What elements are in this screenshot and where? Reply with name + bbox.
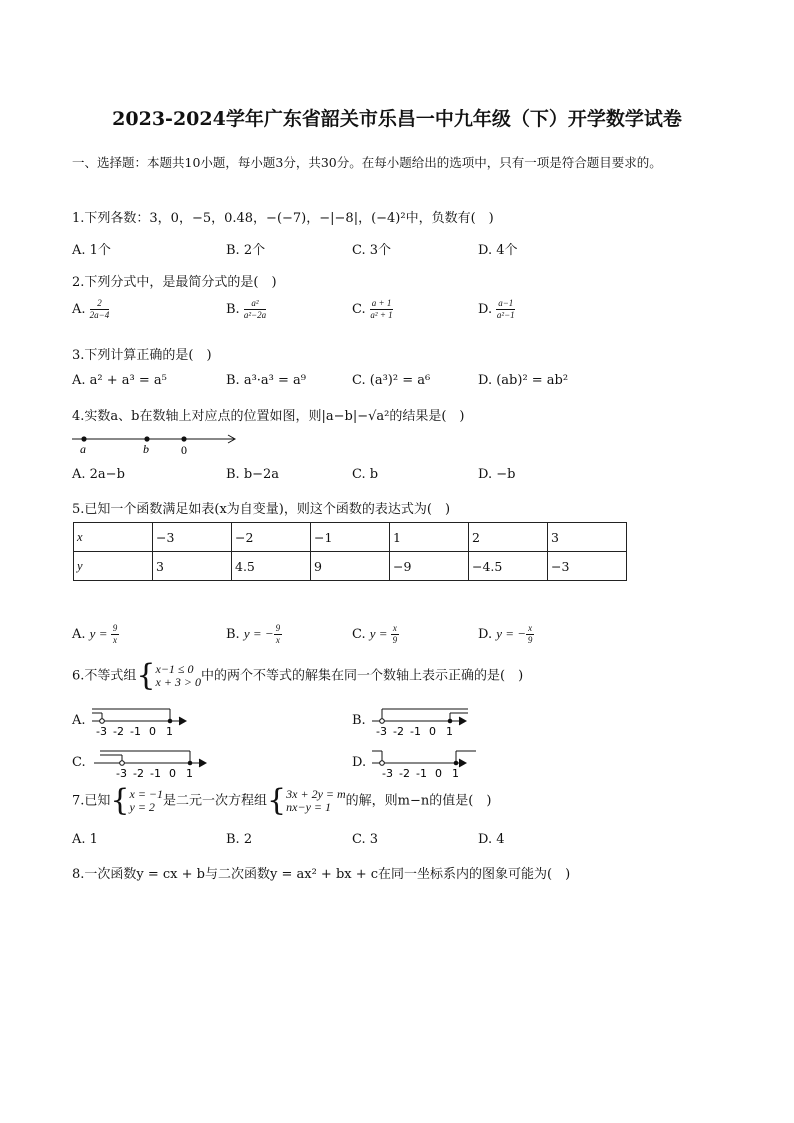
q5-option-b: B. y = − $\frac{9}{x}$ [226, 623, 281, 645]
svg-text:1: 1 [166, 725, 173, 738]
q4-number-line [72, 430, 242, 460]
q2-option-a: A. $\frac{2}{2a-4}$ [72, 298, 110, 320]
q5-option-d: D. y = − $\frac{x}{9}$ [478, 623, 533, 645]
section-heading: 一、选择题：本题共10小题，每小题3分，共30分。在每小题给出的选项中，只有一项是符合题目要求的。 [72, 155, 662, 170]
table-cell: y [74, 552, 153, 581]
q1-option-a: A. 1个 [72, 243, 111, 258]
question-1-stem: 1.下列各数：3，0，−5，0.48，−(−7)，−|−8|，(−4)²中，负数有( ) [72, 211, 494, 226]
q4-label-0: 0 [181, 443, 187, 457]
q6-option-c-label: C. [72, 755, 86, 770]
svg-text:-3: -3 [116, 767, 127, 780]
svg-text:-1: -1 [150, 767, 161, 780]
q7-option-b: B. 2 [226, 832, 253, 847]
svg-text:0: 0 [435, 767, 442, 780]
q1-option-d: D. 4个 [478, 243, 518, 258]
svg-text:-1: -1 [410, 725, 421, 738]
table-cell: 9 [311, 552, 390, 581]
svg-text:-1: -1 [416, 767, 427, 780]
svg-text:1: 1 [186, 767, 193, 780]
question-2-stem: 2.下列分式中，是最简分式的是( ) [72, 275, 277, 290]
q4-option-c: C. b [352, 467, 379, 482]
svg-text:-3: -3 [376, 725, 387, 738]
svg-text:-1: -1 [130, 725, 141, 738]
q2-option-c: C. $\frac{a + 1}{\text{a² + 1}}$ [352, 298, 393, 320]
table-cell: −9 [390, 552, 469, 581]
q3-option-a: A. a² + a³ = a⁵ [72, 373, 167, 388]
q1-option-c: C. 3个 [352, 243, 392, 258]
q5-option-a: A. y = $\frac{9}{x}$ [72, 623, 118, 645]
q4-option-d: D. −b [478, 467, 516, 482]
q6-option-d-figure [372, 746, 482, 782]
table-cell: 4.5 [232, 552, 311, 581]
q6-option-a-figure [92, 704, 192, 740]
page-title: 2023-2024学年广东省韶关市乐昌一中九年级（下）开学数学试卷 [112, 108, 682, 130]
question-3-stem: 3.下列计算正确的是( ) [72, 348, 212, 363]
table-cell: 1 [390, 523, 469, 552]
svg-text:1: 1 [446, 725, 453, 738]
q6-option-b-figure [372, 704, 472, 740]
q4-option-b: B. b−2a [226, 467, 280, 482]
q4-label-b: b [143, 442, 149, 456]
svg-text:1: 1 [452, 767, 459, 780]
q6-option-c-figure [94, 746, 214, 782]
q6-option-b-label: B. [352, 713, 366, 728]
svg-text:0: 0 [429, 725, 436, 738]
q1-option-b: B. 2个 [226, 243, 266, 258]
q5-value-table [73, 522, 627, 581]
q7-option-c: C. 3 [352, 832, 379, 847]
q6-option-a-label: A. [72, 713, 86, 728]
question-6-stem: 6.不等式组{ x−1 ≤ 0 x + 3 > 0 中的两个不等式的解集在同一个数轴上表示正确的是( ) [72, 658, 524, 693]
q4-option-a: A. 2a−b [72, 467, 125, 482]
table-row [74, 552, 627, 581]
question-5-stem: 5.已知一个函数满足如表(x为自变量)，则这个函数的表达式为( ) [72, 502, 451, 517]
table-cell: −2 [232, 523, 311, 552]
question-4-stem: 4.实数a、b在数轴上对应点的位置如图，则|a−b|−√a²的结果是( ) [72, 409, 465, 424]
q5-option-c: C. y = $\frac{x}{9}$ [352, 623, 398, 645]
q3-option-c: C. (a³)² = a⁶ [352, 373, 431, 388]
question-7-stem: 7.已知{ x = −1 y = 2 是二元一次方程组{ 3x + 2y = m nx−y = 1 的解，则m−n的值是( ) [72, 783, 492, 818]
table-cell: 3 [548, 523, 627, 552]
q7-option-d: D. 4 [478, 832, 505, 847]
svg-text:-3: -3 [96, 725, 107, 738]
table-row [74, 523, 627, 552]
svg-text:-3: -3 [382, 767, 393, 780]
q4-label-a: a [80, 442, 86, 456]
table-cell: 3 [153, 552, 232, 581]
q6-option-d-label: D. [352, 755, 367, 770]
q3-option-d: D. (ab)² = ab² [478, 373, 569, 388]
svg-text:-2: -2 [133, 767, 144, 780]
svg-text:-2: -2 [399, 767, 410, 780]
question-8-stem: 8.一次函数y = cx + b与二次函数y = ax² + bx + c在同一坐标系内的图象可能为( ) [72, 867, 571, 882]
table-cell: 2 [469, 523, 548, 552]
svg-text:-2: -2 [113, 725, 124, 738]
svg-text:0: 0 [169, 767, 176, 780]
q7-option-a: A. 1 [72, 832, 98, 847]
q3-option-b: B. a³·a³ = a⁹ [226, 373, 306, 388]
q2-option-d: D. $\frac{a-1}{\text{a²−1}}$ [478, 298, 515, 320]
table-cell: −4.5 [469, 552, 548, 581]
table-cell: −3 [548, 552, 627, 581]
table-cell: −1 [311, 523, 390, 552]
svg-text:0: 0 [149, 725, 156, 738]
table-cell: x [74, 523, 153, 552]
svg-text:-2: -2 [393, 725, 404, 738]
table-cell: −3 [153, 523, 232, 552]
q2-option-b: B. $\frac{\text{a²}}{\text{a²−2a}}$ [226, 298, 267, 320]
